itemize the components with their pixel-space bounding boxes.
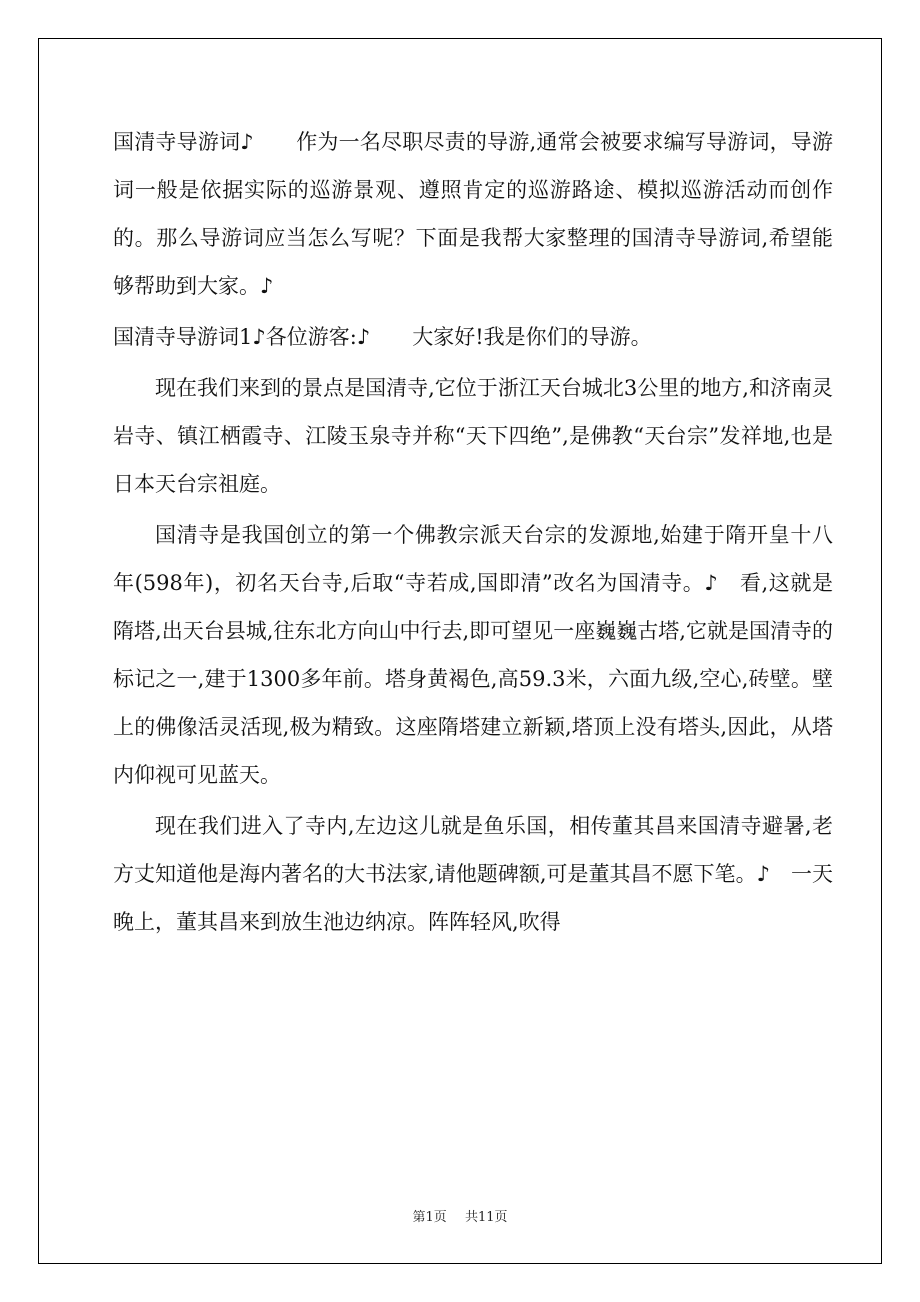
paragraph-intro: 国清寺导游词♪ 作为一名尽职尽责的导游,通常会被要求编写导游词，导游词一般是依据实际的巡游景观、遵照肯定的巡游路途、模拟巡游活动而创作的。那么导游词应当怎么写呢？下面是我帮大家整理的国清寺导游词,希望能够帮助到大家。♪: [113, 130, 833, 298]
paragraph-history: 国清寺是我国创立的第一个佛教宗派天台宗的发源地,始建于隋开皇十八年(598年)，初名天台寺,后取“寺若成,国即清”改名为国清寺。♪ 看,这就是隋塔,出天台县城,往东北方向山中行去,即可望见一座巍巍古塔,它就是国清寺的标记之一,建于1300多年前。塔身黄褐色,高59.3米，六面九级,空心,砖壁。壁上的佛像活灵活现,极为精致。这座隋塔建立新颖,塔顶上没有塔头,因此，从塔内仰视可见蓝天。: [113, 523, 833, 787]
page-number: 第1页: [412, 1210, 447, 1225]
paragraph-greeting: 国清寺导游词1♪各位游客:♪ 大家好!我是你们的导游。: [113, 325, 652, 349]
page-total: 共11页: [464, 1210, 508, 1225]
paragraph-temple-interior: 现在我们进入了寺内,左边这儿就是鱼乐国，相传董其昌来国清寺避暑,老方丈知道他是海内著名的大书法家,请他题碑额,可是董其昌不愿下笔。♪ 一天晚上，董其昌来到放生池边纳凉。阵阵轻风,吹得: [113, 814, 833, 934]
paragraph-location: 现在我们来到的景点是国清寺,它位于浙江天台城北3公里的地方,和济南灵岩寺、镇江栖霞寺、江陵玉泉寺并称“天下四绝”,是佛教“天台宗”发祥地,也是日本天台宗祖庭。: [113, 376, 833, 496]
document-body: [113, 118, 833, 946]
page-footer: [0, 1206, 920, 1225]
